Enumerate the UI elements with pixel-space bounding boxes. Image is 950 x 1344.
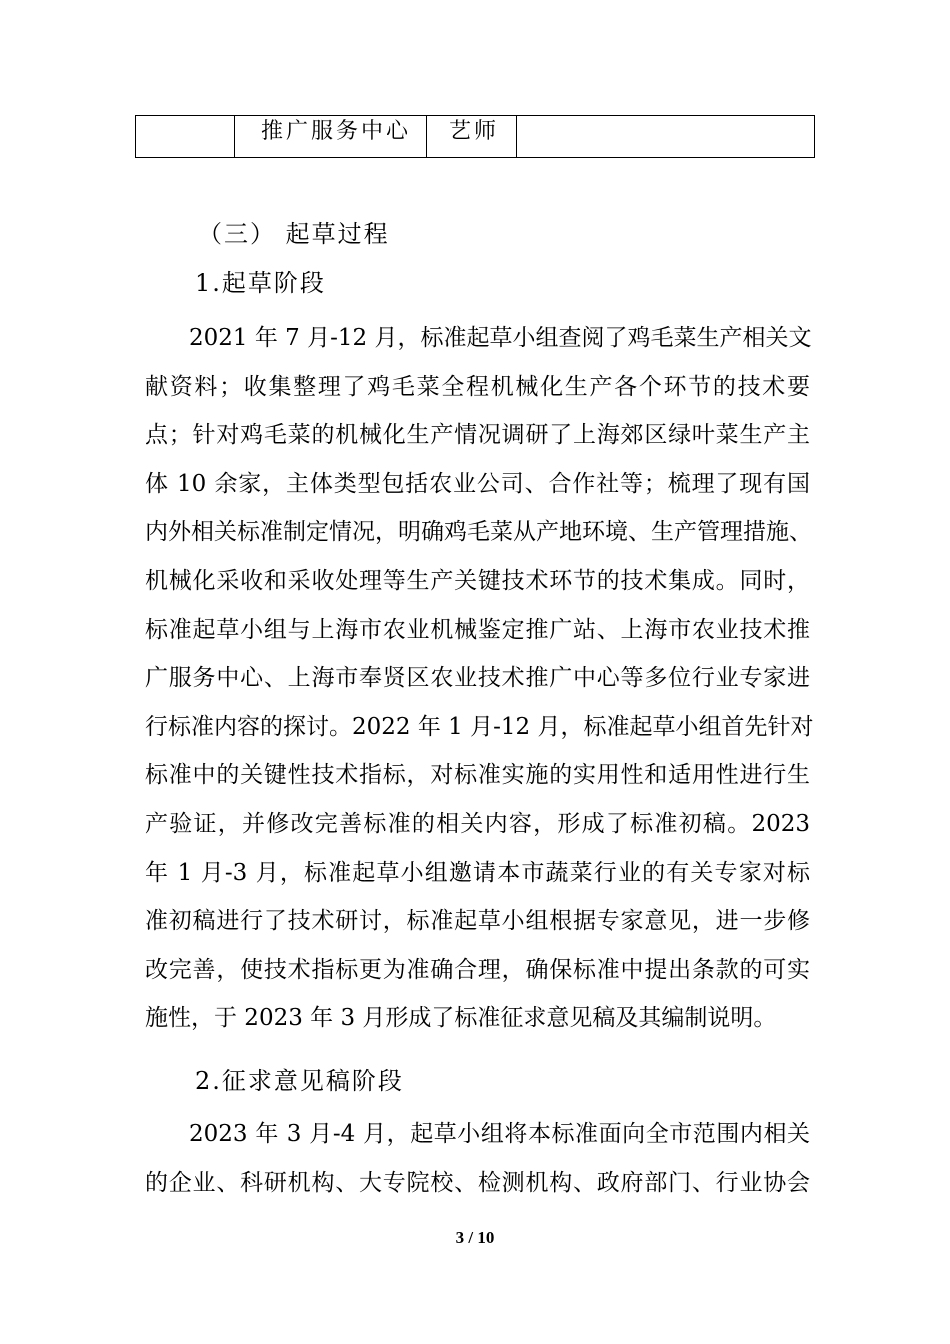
paragraph-line: 2023 年 3 月-4 月，起草小组将本标准面向全市范围内相关	[189, 1121, 810, 1147]
stage1-heading: 1.起草阶段	[195, 269, 326, 297]
committee-table-fragment	[135, 115, 815, 158]
paragraph-line: 广服务中心、上海市奉贤区农业技术推广中心等多位行业专家进	[145, 665, 810, 692]
paragraph-line: 体 10 余家，主体类型包括农业公司、合作社等；梳理了现有国	[145, 470, 810, 497]
table-cell-empty-2	[517, 116, 815, 158]
paragraph-line: 产验证，并修改完善标准的相关内容，形成了标准初稿。2023	[145, 810, 810, 837]
paragraph-line: 点；针对鸡毛菜的机械化生产情况调研了上海郊区绿叶菜生产主	[145, 422, 810, 449]
table-cell-organization: 推广服务中心	[235, 116, 427, 158]
stage2-paragraph	[145, 1110, 810, 1207]
paragraph-line: 机械化采收和采收处理等生产关键技术环节的技术集成。同时，	[145, 567, 810, 594]
paragraph-line: 2021 年 7 月-12 月，标准起草小组查阅了鸡毛菜生产相关文	[189, 325, 812, 351]
paragraph-line: 的企业、科研机构、大专院校、检测机构、政府部门、行业协会	[145, 1169, 810, 1196]
paragraph-line: 行标准内容的探讨。2022 年 1 月-12 月，标准起草小组首先针对	[145, 713, 814, 740]
paragraph-line: 准初稿进行了技术研讨，标准起草小组根据专家意见，进一步修	[145, 908, 810, 935]
paragraph-line: 年 1 月-3 月，标准起草小组邀请本市蔬菜行业的有关专家对标	[145, 859, 810, 886]
paragraph-line: 标准中的关键性技术指标，对标准实施的实用性和适用性进行生	[145, 762, 810, 789]
paragraph-line: 标准起草小组与上海市农业机械鉴定推广站、上海市农业技术推	[145, 616, 810, 643]
paragraph-line: 施性，于 2023 年 3 月形成了标准征求意见稿及其编制说明。	[145, 1005, 777, 1032]
stage2-heading: 2.征求意见稿阶段	[195, 1067, 404, 1095]
table-cell-empty-1	[136, 116, 235, 158]
section-heading: （三） 起草过程	[198, 220, 390, 248]
paragraph-line: 献资料；收集整理了鸡毛菜全程机械化生产各个环节的技术要	[145, 373, 810, 400]
table-cell-title: 艺师	[427, 116, 517, 158]
table-row	[136, 116, 815, 158]
paragraph-line: 改完善，使技术指标更为准确合理，确保标准中提出条款的可实	[145, 956, 810, 983]
stage1-paragraph	[145, 314, 814, 1043]
paragraph-line: 内外相关标准制定情况，明确鸡毛菜从产地环境、生产管理措施、	[145, 519, 812, 546]
page-number: 3 / 10	[455, 1228, 495, 1247]
